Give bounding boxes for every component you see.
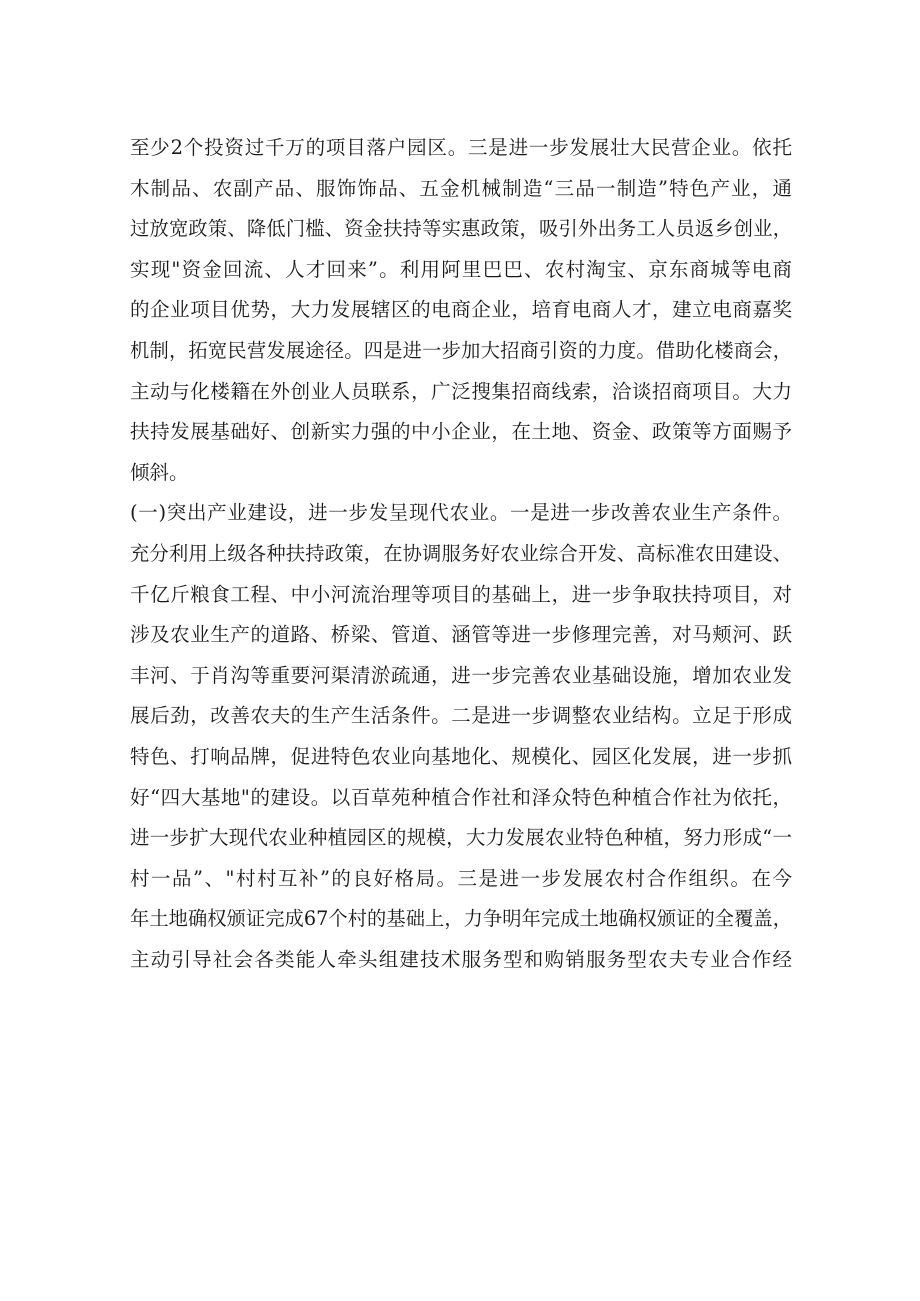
text-line: 丰河、于肖沟等重要河渠清淤疏通，进一步完善农业基础设施，增加农业发 xyxy=(130,663,792,687)
paragraph-2 xyxy=(130,493,792,980)
text-line: 至少2个投资过千万的项目落户园区。三是进一步发展壮大民营企业。依托 xyxy=(130,136,792,159)
text-line: 过放宽政策、降低门槛、资金扶持等实惠政策，吸引外出务工人员返乡创业， xyxy=(130,217,792,241)
text-line: 涉及农业生产的道路、桥梁、管道、涵管等进一步修理完善，对马颊河、跃 xyxy=(130,623,792,647)
text-line: 充分利用上级各种扶持政策，在协调服务好农业综合开发、高标准农田建设、 xyxy=(130,541,792,565)
text-line: 好“四大基地"的建设。以百草苑种植合作社和泽众特色种植合作社为依托， xyxy=(130,785,792,809)
text-line: 实现"资金回流、人才回来”。利用阿里巴巴、农村淘宝、京东商城等电商 xyxy=(130,257,792,281)
text-line: 展后劲，改善农夫的生产生活条件。二是进一步调整农业结构。立足于形成 xyxy=(130,704,792,728)
text-line: 倾斜。 xyxy=(130,460,189,484)
text-line: 机制，拓宽民营发展途径。四是进一步加大招商引资的力度。借助化楼商会， xyxy=(130,338,792,362)
text-line: 主动与化楼籍在外创业人员联系，广泛搜集招商线索，洽谈招商项目。大力 xyxy=(130,379,792,403)
text-line: 木制品、农副产品、服饰饰品、五金机械制造“三品一制造”特色产业，通 xyxy=(130,176,792,200)
text-line: 主动引导社会各类能人牵头组建技术服务型和购销服务型农夫专业合作经 xyxy=(130,947,792,971)
text-line: 村一品”、"村村互补”的良好格局。三是进一步发展农村合作组织。在今 xyxy=(130,866,792,890)
text-line: 年土地确权颁证完成67个村的基础上，力争明年完成土地确权颁证的全覆盖， xyxy=(130,907,792,931)
text-line: 特色、打响品牌，促进特色农业向基地化、规模化、园区化发展，进一步抓 xyxy=(130,744,792,768)
text-line: 扶持发展基础好、创新实力强的中小企业，在土地、资金、政策等方面赐予 xyxy=(130,420,792,444)
text-line: 进一步扩大现代农业种植园区的规模，大力发展农业特色种植，努力形成“一 xyxy=(130,826,792,850)
document-body xyxy=(130,128,792,980)
text-line: 千亿斤粮食工程、中小河流治理等项目的基础上，进一步争取扶持项目，对 xyxy=(130,582,792,606)
text-line: 的企业项目优势，大力发展辖区的电商企业，培育电商人才，建立电商嘉奖 xyxy=(130,298,792,322)
paragraph-1 xyxy=(130,128,792,493)
text-line: (一)突出产业建设，进一步发呈现代农业。一是进一步改善农业生产条件。 xyxy=(130,501,792,525)
